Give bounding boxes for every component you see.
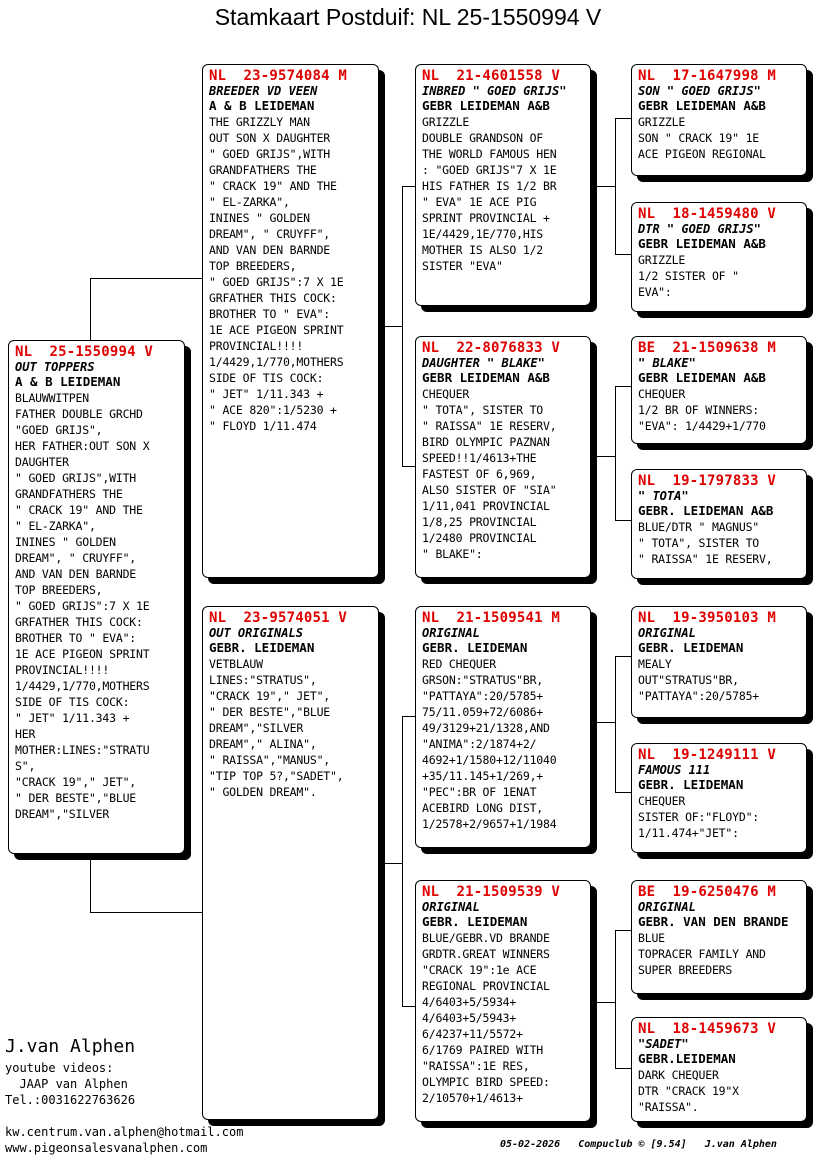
ring-number: NL 21-1509541 M	[422, 610, 561, 626]
ring-number: NL 18-1459480 V	[638, 206, 777, 222]
ring-number: NL 23-9574051 V	[209, 610, 348, 626]
connector-line	[402, 716, 403, 1006]
owner-name: A & B LEIDEMAN	[209, 98, 315, 113]
print-info: 05-02-2026 Compuclub © [9.54] J.van Alphen	[500, 1139, 777, 1150]
pigeon-description: MEALY OUT"STRATUS"BR, "PATTAYA":20/5785+	[638, 657, 760, 703]
ring-number: BE 21-1509638 M	[638, 340, 777, 356]
connector-line	[90, 278, 204, 279]
connector-line	[597, 1002, 615, 1003]
ring-number: NL 25-1550994 V	[15, 344, 154, 360]
pigeon-name: ORIGINAL	[638, 900, 696, 914]
pigeon-description: THE GRIZZLY MAN OUT SON X DAUGHTER " GOED GRIJS",WITH GRANDFATHERS THE " CRACK 19" AND THE " EL-ZARKA", ININES " GOLDEN DREAM", " CRUYFF", AND VAN DEN BARNDE TOP BREEDERS, " GOED GRIJS":7 X 1E GRFATHER THIS COCK: BROTHER TO " EVA": 1E ACE PIGEON SPRINT PROVINCIAL!!!! 1/4429,1/770,MOTHERS SIDE OF TIS COCK: " JET" 1/11.343 + " ACE 820":1/5230 + " FLOYD 1/11.474	[209, 115, 344, 433]
owner-name: GEBR. VAN DEN BRANDE	[638, 914, 789, 929]
pigeon-description: CHEQUER " TOTA", SISTER TO " RAISSA" 1E RESERV, BIRD OLYMPIC PAZNAN SPEED!!1/4613+THE FASTEST OF 6,969, ALSO SISTER OF "SIA" 1/11,041 PROVINCIAL 1/8,25 PROVINCIAL 1/2480 PROVINCIAL " BLAKE":	[422, 387, 557, 561]
pigeon-description: BLUE/DTR " MAGNUS" " TOTA", SISTER TO " RAISSA" 1E RESERV,	[638, 520, 773, 566]
pigeon-description: GRIZZLE SON " CRACK 19" 1E ACE PIGEON REGIONAL	[638, 115, 766, 161]
owner-name: GEBR LEIDEMAN A&B	[638, 236, 766, 251]
pigeon-name: OUT TOPPERS	[15, 360, 95, 374]
pigeon-description: DARK CHEQUER DTR "CRACK 19"X "RAISSA".	[638, 1068, 739, 1114]
connector-line	[615, 656, 616, 792]
mf-mother-card[interactable]	[631, 743, 807, 853]
youtube-channel: JAAP van Alphen	[5, 1077, 128, 1091]
ring-number: NL 17-1647998 M	[638, 68, 777, 84]
ring-number: NL 18-1459673 V	[638, 1021, 777, 1037]
father-father-card[interactable]	[415, 64, 591, 306]
owner-name: GEBR LEIDEMAN A&B	[422, 370, 550, 385]
mm-father-card[interactable]	[631, 880, 807, 994]
father-card[interactable]	[202, 64, 379, 578]
owner-name: GEBR. LEIDEMAN	[638, 640, 744, 655]
pigeon-name: SON " GOED GRIJS"	[638, 84, 761, 98]
phone-number: Tel.:0031622763626	[5, 1093, 136, 1107]
breeder-name: J.van Alphen	[5, 1036, 136, 1057]
pigeon-description: GRIZZLE DOUBLE GRANDSON OF THE WORLD FAMOUS HEN : "GOED GRIJS"7 X 1E HIS FATHER IS 1/2 BR " EVA" 1E ACE PIG SPRINT PROVINCIAL + 1E/4429,1E/770,HIS MOTHER IS ALSO 1/2 SISTER "EVA"	[422, 115, 557, 273]
pigeon-name: FAMOUS 111	[638, 763, 711, 777]
ring-number: NL 23-9574084 M	[209, 68, 348, 84]
pigeon-name: ORIGINAL	[638, 626, 696, 640]
mother-father-card[interactable]	[415, 606, 591, 848]
owner-name: GEBR. LEIDEMAN	[209, 640, 315, 655]
connector-line	[90, 912, 204, 913]
connector-line	[402, 186, 403, 466]
ring-number: NL 21-4601558 V	[422, 68, 561, 84]
fm-father-card[interactable]	[631, 336, 807, 444]
page-title: Stamkaart Postduif: NL 25-1550994 V	[214, 4, 602, 30]
youtube-label: youtube videos:	[5, 1061, 114, 1075]
pigeon-description: CHEQUER SISTER OF:"FLOYD": 1/11.474+"JET":	[638, 794, 760, 840]
ff-father-card[interactable]	[631, 64, 807, 176]
father-mother-card[interactable]	[415, 336, 591, 578]
owner-name: GEBR. LEIDEMAN	[422, 914, 528, 929]
owner-name: GEBR LEIDEMAN A&B	[638, 370, 766, 385]
ring-number: NL 19-1797833 V	[638, 473, 777, 489]
connector-line	[597, 722, 615, 723]
pigeon-name: INBRED " GOED GRIJS"	[422, 84, 567, 98]
ring-number: NL 19-3950103 M	[638, 610, 777, 626]
fm-mother-card[interactable]	[631, 469, 807, 579]
owner-name: GEBR. LEIDEMAN	[638, 777, 744, 792]
pigeon-name: ORIGINAL	[422, 900, 480, 914]
web-contact	[5, 1124, 243, 1156]
pigeon-description: RED CHEQUER GRSON:"STRATUS"BR, "PATTAYA":20/5785+ 75/11.059+72/6086+ 49/3129+21/1328,AND "ANIMA":2/1874+2/ 4692+1/1580+12/11040 +35/11.145+1/269,+ "PEC":BR OF 1ENAT ACEBIRD LONG DIST, 1/2578+2/9657+1/1984	[422, 657, 557, 831]
pigeon-description: GRIZZLE 1/2 SISTER OF " EVA":	[638, 253, 739, 299]
pigeon-name: BREEDER VD VEEN	[209, 84, 318, 98]
connector-line	[90, 854, 91, 912]
connector-line	[615, 118, 616, 254]
owner-name: GEBR. LEIDEMAN A&B	[638, 503, 774, 518]
contact-info	[5, 1060, 135, 1108]
ring-number: NL 21-1509539 V	[422, 884, 561, 900]
pigeon-description: BLUE/GEBR.VD BRANDE GRDTR.GREAT WINNERS "CRACK 19":1e ACE REGIONAL PROVINCIAL 4/6403+5/5934+ 4/6403+5/5943+ 6/4237+11/5572+ 6/1769 PAIRED WITH "RAISSA":1E RES, OLYMPIC BIRD SPEED: 2/10570+1/4613+	[422, 931, 550, 1105]
mm-mother-card[interactable]	[631, 1017, 807, 1122]
website-link[interactable]: www.pigeonsalesvanalphen.com	[5, 1141, 208, 1155]
pigeon-name: DTR " GOED GRIJS"	[638, 222, 761, 236]
owner-name: GEBR. LEIDEMAN	[422, 640, 528, 655]
connector-line	[615, 930, 616, 1068]
connector-line	[384, 326, 402, 327]
email-address[interactable]: kw.centrum.van.alphen@hotmail.com	[5, 1125, 244, 1139]
connector-line	[615, 386, 616, 520]
ring-number: NL 22-8076833 V	[422, 340, 561, 356]
pigeon-name: " TOTA"	[638, 489, 689, 503]
connector-line	[597, 456, 615, 457]
pigeon-name: "SADET"	[638, 1037, 689, 1051]
ring-number: BE 19-6250476 M	[638, 884, 777, 900]
connector-line	[597, 186, 615, 187]
pigeon-name: DAUGHTER " BLAKE"	[422, 356, 545, 370]
connector-line	[384, 863, 402, 864]
pigeon-description: VETBLAUW LINES:"STRATUS", "CRACK 19"," JET", " DER BESTE","BLUE DREAM","SILVER DREAM"," ALINA", " RAISSA","MANUS", "TIP TOP 5?,"SADET", " GOLDEN DREAM".	[209, 657, 344, 799]
owner-name: A & B LEIDEMAN	[15, 374, 121, 389]
owner-name: GEBR LEIDEMAN A&B	[638, 98, 766, 113]
mf-father-card[interactable]	[631, 606, 807, 718]
pigeon-name: ORIGINAL	[422, 626, 480, 640]
owner-name: GEBR LEIDEMAN A&B	[422, 98, 550, 113]
ring-number: NL 19-1249111 V	[638, 747, 777, 763]
mother-mother-card[interactable]	[415, 880, 591, 1122]
owner-name: GEBR.LEIDEMAN	[638, 1051, 736, 1066]
pigeon-description: BLAUWWITPEN FATHER DOUBLE GRCHD "GOED GRIJS", HER FATHER:OUT SON X DAUGHTER " GOED GRIJS",WITH GRANDFATHERS THE " CRACK 19" AND THE " EL-ZARKA", ININES " GOLDEN DREAM", " CRUYFF", AND VAN DEN BARNDE TOP BREEDERS, " GOED GRIJS":7 X 1E GRFATHER THIS COCK: BROTHER TO " EVA": 1E ACE PIGEON SPRINT PROVINCIAL!!!! 1/4429,1/770,MOTHERS SIDE OF TIS COCK: " JET" 1/11.343 + HER MOTHER:LINES:"STRATU S", "CRACK 19"," JET", " DER BESTE","BLUE DREAM","SILVER	[15, 391, 150, 821]
pigeon-description: BLUE TOPRACER FAMILY AND SUPER BREEDERS	[638, 931, 766, 977]
pigeon-name: " BLAKE"	[638, 356, 696, 370]
connector-line	[90, 278, 91, 340]
ff-mother-card[interactable]	[631, 202, 807, 312]
subject-card[interactable]	[8, 340, 185, 854]
mother-card[interactable]	[202, 606, 379, 1120]
pigeon-description: CHEQUER 1/2 BR OF WINNERS: "EVA": 1/4429+1/770	[638, 387, 766, 433]
pigeon-name: OUT ORIGINALS	[209, 626, 303, 640]
